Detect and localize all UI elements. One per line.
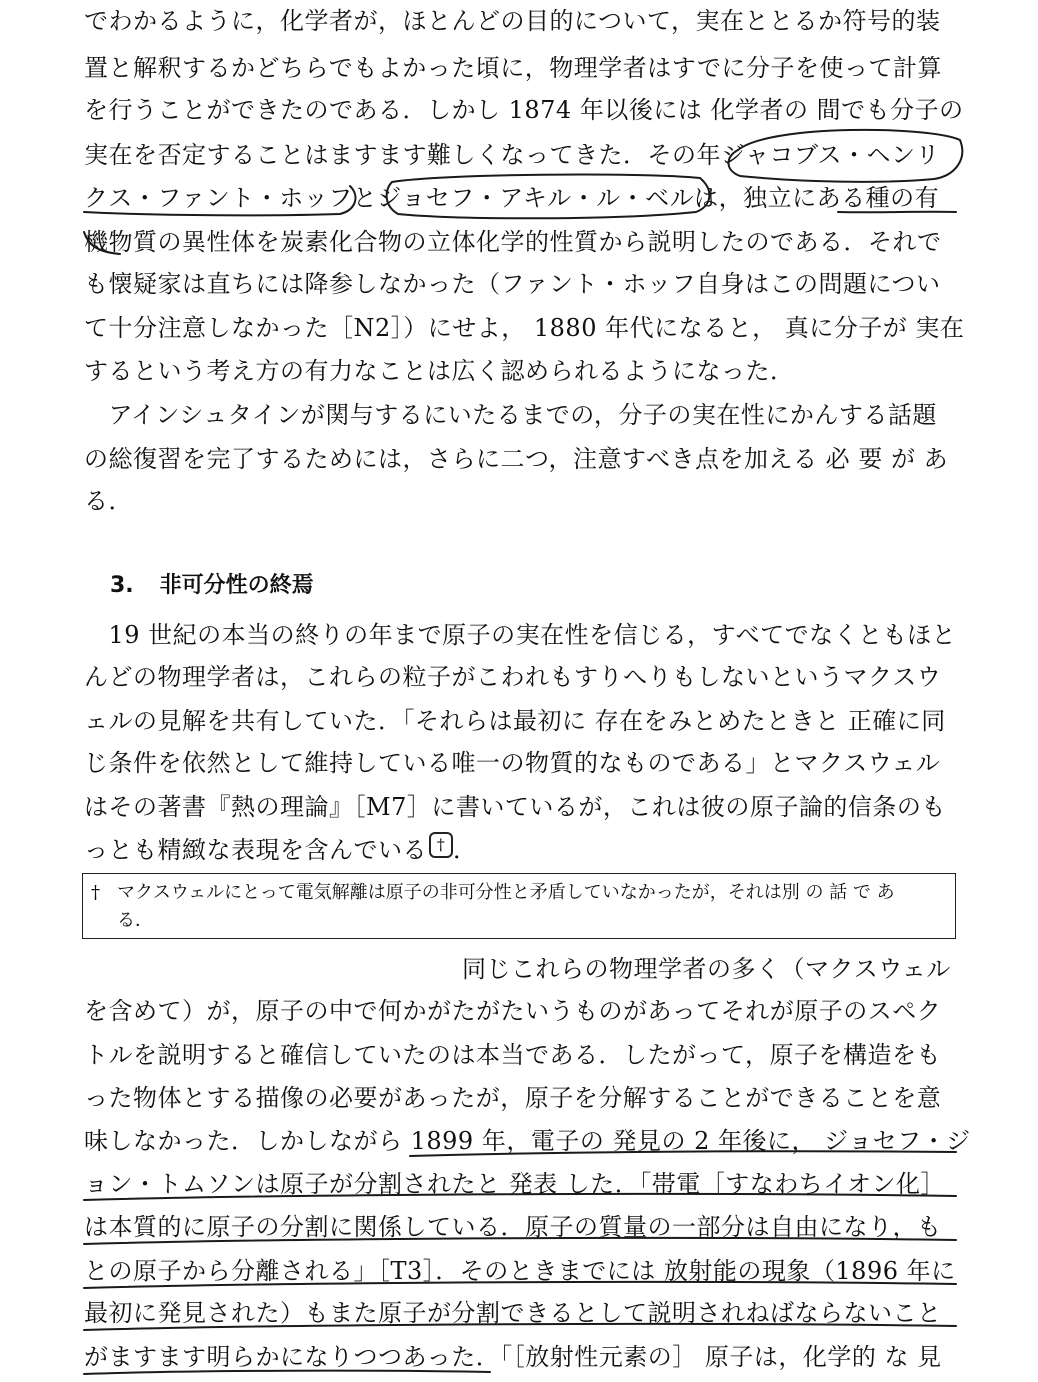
text-fragment: っとも精緻な表現を含んでいる (84, 836, 427, 864)
text-line: はその著書『熱の理論』［M7］に書いているが，これは彼の原子論的信条のも (84, 793, 946, 821)
text-line: も懐疑家は直ちには降参しなかった（ファント・ホッフ自身はこの問題につい (84, 270, 941, 298)
text-line: は本質的に原子の分割に関係している．原子の質量の一部分は自由になり，も (84, 1213, 942, 1241)
text-line: ョン・トムソンは原子が分割されたと 発表 した．「帯電［すなわちイオン化］ (84, 1170, 946, 1198)
text-line: 味しなかった．しかしながら 1899 年，電子の 発見の 2 年後に， ジョセフ・ジ (84, 1127, 971, 1155)
footnote-line: マクスウェルにとって電気解離は原子の非可分性と矛盾していなかったが，それは別 の 話 で あ (117, 882, 895, 903)
text-line: がますます明らかになりつつあった．「［放射性元素の］ 原子は，化学的 な 見 (84, 1343, 942, 1371)
text-line: て十分注意しなかった［N2］）にせよ， 1880 年代になると， 真に分子が 実在 (84, 314, 965, 342)
text-line (84, 832, 954, 867)
text-line: 置と解釈するかどちらでもよかった頃に，物理学者はすでに分子を使って計算 (84, 54, 942, 82)
text-line: するという考え方の有力なことは広く認められるようになった． (84, 357, 795, 385)
text-line: った物体とする描像の必要があったが，原子を分解することができることを意 (84, 1084, 942, 1112)
section-heading (110, 570, 314, 602)
text-line: る． (84, 487, 133, 515)
footnote-reference[interactable]: † (429, 832, 453, 858)
text-line: ェルの見解を共有していた．「それらは最初に 存在をみとめたときと 正確に同 (84, 707, 946, 735)
section-title: 非可分性の終焉 (159, 573, 314, 598)
text-line: 同じこれらの物理学者の多く（マクスウェル (462, 955, 951, 983)
text-line: クス・ファント・ホッフとジョセフ・アキル・ル・ベルは，独立にある種の有 (84, 184, 940, 212)
text-line: との原子から分離される」［T3］．そのときまでには 放射能の現象（1896 年に (84, 1257, 956, 1285)
text-line: 機物質の異性体を炭素化合物の立体化学的性質から説明したのである．それで (84, 228, 942, 256)
text-line: 実在を否定することはますます難しくなってきた．その年ジャコブス・ヘンリ (84, 141, 941, 169)
text-line: 19 世紀の本当の終りの年まで原子の実在性を信じる，すべてでなくともほと (84, 621, 957, 649)
footnote-marker: † (91, 882, 100, 903)
text-line: んどの物理学者は，これらの粒子がこわれもすりへりもしないというマクスウ (84, 663, 942, 691)
text-line: を含めて）が，原子の中で何かがたがたいうものがあってそれが原子のスペク (84, 997, 942, 1025)
section-number: 3. (110, 573, 134, 598)
text-line: アインシュタインが関与するにいたるまでの，分子の実在性にかんする話題 (84, 401, 937, 429)
text-line: を行うことができたのである．しかし 1874 年以後には 化学者の 間でも分子の (84, 96, 964, 124)
text-line: でわかるように，化学者が，ほとんどの目的について，実在ととるか符号的装 (84, 7, 941, 35)
text-line: の総復習を完了するためには，さらに二つ，注意すべき点を加える 必 要 が あ (84, 445, 949, 473)
footnote-box (82, 873, 956, 939)
footnote-line: る． (117, 910, 153, 931)
text-line: じ条件を依然として維持している唯一の物質的なものである」とマクスウェル (84, 749, 941, 777)
text-line: トルを説明すると確信していたのは本当である．したがって，原子を構造をも (84, 1041, 942, 1069)
text-fragment: ． (453, 836, 478, 864)
text-line: 最初に発見された）もまた原子が分割できるとして説明されねばならないこと (84, 1299, 942, 1327)
